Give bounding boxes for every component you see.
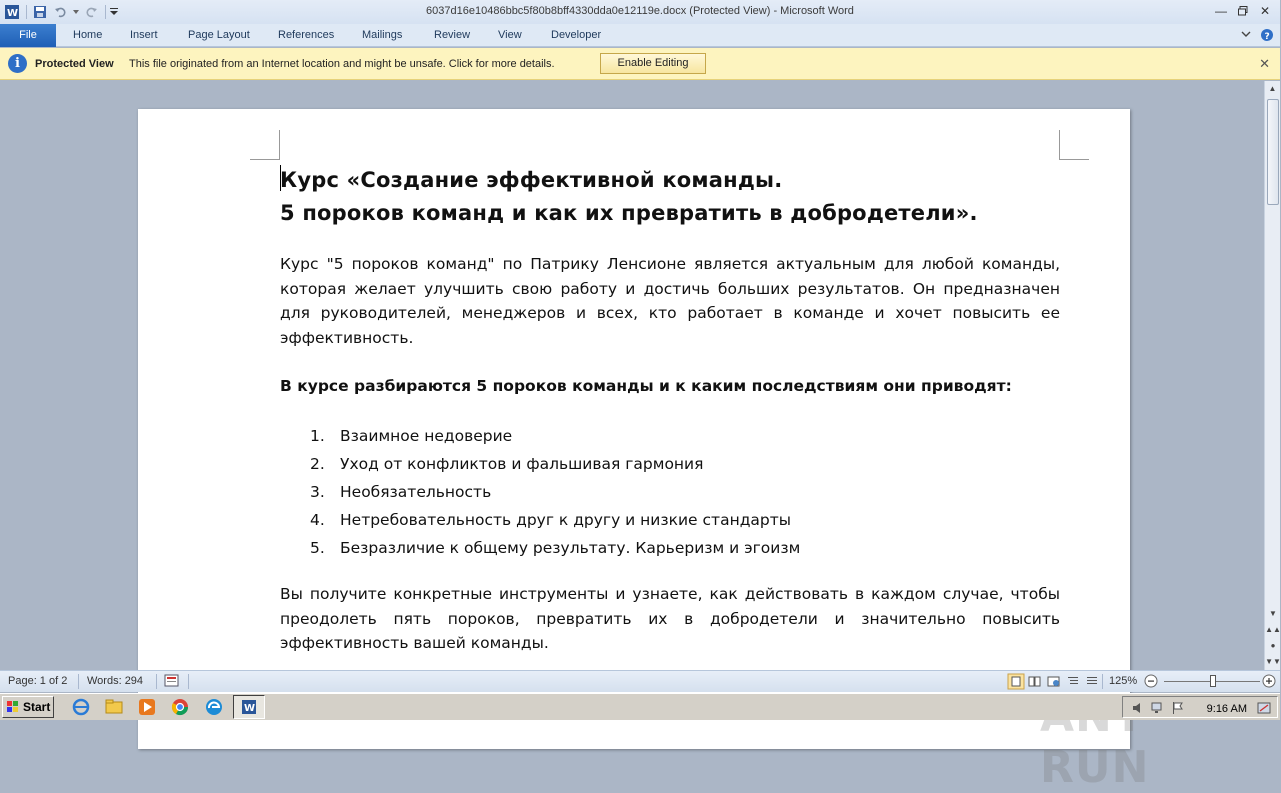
status-separator (78, 674, 79, 689)
enable-editing-button[interactable]: Enable Editing (600, 53, 706, 74)
tab-page-layout[interactable]: Page Layout (188, 29, 250, 41)
svg-text:W: W (7, 8, 19, 19)
protected-view-bar[interactable] (0, 48, 1280, 80)
tab-file[interactable]: File (0, 24, 56, 47)
vertical-scrollbar[interactable] (1264, 81, 1280, 670)
notification-icon[interactable] (1257, 701, 1271, 715)
doc-numbered-list (280, 422, 1060, 562)
doc-paragraph: Курс "5 пороков команд" по Патрику Ленсионе является актуальным для любой команды, которая желает улучшить свою работу и достичь больших результатов. Он предназначен для руководителей, менеджеров и всех, кто работает в команде и хочет повысить ее эффективность. (280, 255, 1060, 347)
chrome-icon[interactable] (171, 698, 189, 716)
scroll-bottom-buttons (1265, 606, 1281, 670)
clock[interactable]: 9:16 AM (1206, 703, 1247, 715)
close-bar-icon[interactable]: ✕ (1259, 56, 1270, 71)
window-controls (1210, 2, 1276, 20)
draft-view-icon[interactable] (1084, 674, 1100, 689)
list-item (280, 506, 1060, 534)
status-separator (188, 674, 189, 689)
word-icon (241, 699, 257, 715)
protected-view-title: Protected View (35, 58, 114, 70)
page-corner-mark (250, 130, 280, 160)
window-title: 6037d16e10486bbc5f80b8bff4330dda0e12119e.docx (Protected View) - Microsoft Word (426, 5, 854, 17)
minimize-icon[interactable]: — (1215, 4, 1227, 18)
close-window-icon[interactable]: ✕ (1259, 4, 1271, 18)
ribbon-tabs (0, 24, 1280, 47)
list-item (280, 422, 1060, 450)
zoom-in-icon[interactable] (1262, 674, 1276, 688)
scroll-down-icon[interactable]: ▼ (1269, 609, 1277, 618)
edge-icon[interactable] (205, 698, 223, 716)
document-page[interactable] (138, 109, 1130, 749)
print-layout-view-icon[interactable] (1008, 674, 1024, 689)
windows-flag-icon (7, 701, 19, 713)
doc-paragraph: Вы получите конкретные инструменты и узнаете, как действовать в каждом случае, чтобы преодолеть пять пороков, превратить их в добродетели и значительно повысить эффективность вашей команды. (280, 585, 1060, 652)
outline-view-icon[interactable] (1065, 674, 1081, 689)
status-separator (156, 674, 157, 689)
list-item (280, 534, 1060, 562)
page-corner-mark (1059, 130, 1089, 160)
word-taskbar-button[interactable] (233, 695, 265, 719)
status-bar (0, 670, 1280, 692)
doc-heading-line2: 5 пороков команд и как их превратить в добродетели». (280, 201, 978, 225)
tab-mailings[interactable]: Mailings (362, 29, 403, 41)
list-number: 3. (310, 483, 325, 501)
list-item-text: Нетребовательность друг к другу и низкие стандарты (340, 511, 792, 529)
list-item-text: Взаимное недоверие (340, 427, 513, 445)
folder-icon[interactable] (105, 698, 123, 716)
ribbon-right-controls (1240, 28, 1274, 42)
tab-references[interactable]: References (278, 29, 335, 41)
list-item (280, 450, 1060, 478)
media-player-icon[interactable] (138, 698, 156, 716)
scroll-up-icon[interactable]: ▲ (1268, 84, 1277, 93)
network-icon[interactable] (1151, 701, 1165, 715)
action-center-flag-icon[interactable] (1171, 701, 1185, 715)
protected-view-message[interactable]: This file originated from an Internet location and might be unsafe. Click for more details. (129, 58, 555, 70)
zoom-out-icon[interactable] (1144, 674, 1158, 688)
help-icon[interactable] (1260, 28, 1274, 42)
anyrun-watermark: RUN (1040, 742, 1150, 793)
internet-explorer-icon[interactable] (72, 698, 90, 716)
tab-developer[interactable]: Developer (551, 29, 602, 41)
start-label: Start (23, 700, 51, 714)
document-content[interactable] (280, 164, 1060, 656)
tab-review[interactable]: Review (434, 29, 471, 41)
list-item-text: Безразличие к общему результату. Карьеризм и эгоизм (340, 539, 801, 557)
full-screen-reading-icon[interactable] (1027, 674, 1043, 689)
title-bar (0, 0, 1280, 24)
page-count[interactable]: Page: 1 of 2 (8, 675, 68, 687)
word-count[interactable]: Words: 294 (87, 675, 144, 687)
list-number: 4. (310, 511, 325, 529)
svg-text:W: W (244, 703, 256, 714)
tab-home[interactable]: Home (73, 29, 103, 41)
tab-view[interactable]: View (498, 29, 522, 41)
list-number: 2. (310, 455, 325, 473)
list-item-text: Необязательность (340, 483, 492, 501)
zoom-slider-thumb[interactable] (1210, 675, 1216, 687)
doc-heading-line1: Курс «Создание эффективной команды. (280, 168, 783, 192)
scroll-thumb[interactable] (1267, 99, 1279, 205)
web-layout-icon[interactable] (1046, 674, 1062, 689)
start-button[interactable] (2, 696, 54, 718)
browse-object-icon[interactable]: ● (1270, 641, 1276, 650)
status-separator (1102, 674, 1103, 689)
doc-subheading: В курсе разбираются 5 пороков команды и к каким последствиям они приводят: (280, 377, 1012, 395)
info-icon: i (8, 54, 27, 73)
volume-icon[interactable] (1131, 701, 1145, 715)
next-page-icon[interactable]: ▼▼ (1265, 657, 1281, 666)
taskbar (0, 693, 1280, 720)
list-number: 1. (310, 427, 325, 445)
tab-insert[interactable]: Insert (130, 29, 158, 41)
list-number: 5. (310, 539, 325, 557)
minimize-ribbon-icon[interactable] (1240, 28, 1252, 40)
language-check-icon[interactable] (164, 674, 180, 688)
list-item-text: Уход от конфликтов и фальшивая гармония (340, 455, 704, 473)
restore-icon[interactable] (1232, 2, 1254, 20)
prev-page-icon[interactable]: ▲▲ (1265, 625, 1281, 634)
system-tray (1122, 696, 1278, 718)
zoom-level[interactable]: 125% (1109, 675, 1138, 687)
svg-text:?: ? (1264, 32, 1270, 42)
list-item (280, 478, 1060, 506)
